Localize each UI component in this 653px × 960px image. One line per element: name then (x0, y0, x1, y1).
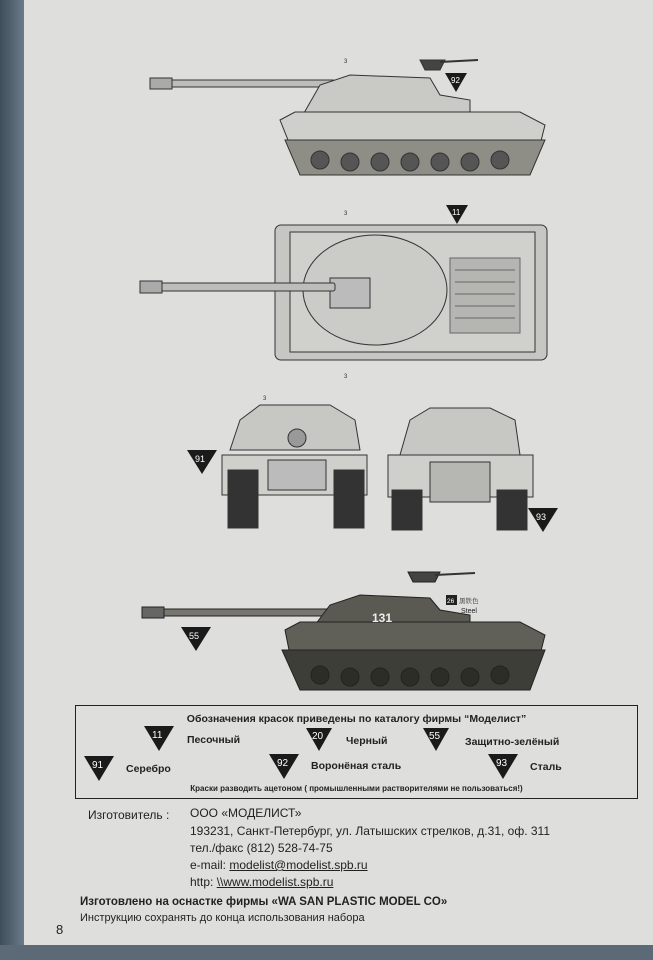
paint-code-91-badge (84, 756, 114, 782)
tank-top-view (140, 225, 547, 360)
svg-text:26: 26 (447, 598, 455, 605)
legend-note: Краски разводить ацетоном ( промышленными растворителями не пользоваться!) (190, 784, 523, 793)
svg-text:92: 92 (277, 758, 289, 769)
manufacturer-company: ООО «МОДЕЛИСТ» (190, 806, 302, 820)
paint-name-11: Песочный (187, 734, 241, 746)
paint-name-20: Черный (346, 735, 388, 747)
manufacturer-address: 193231, Санкт-Петербург, ул. Латышских стрелков, д.31, оф. 311 (190, 824, 550, 838)
legend-title: Обозначения красок приведены по каталогу фирмы “Моделист” (186, 713, 527, 725)
tank-side-view-light (150, 60, 545, 175)
url-link[interactable]: \\www.modelist.spb.ru (216, 875, 334, 889)
svg-text:3: 3 (344, 211, 348, 217)
svg-text:3: 3 (344, 374, 348, 380)
svg-text:Steel: Steel (461, 608, 477, 615)
callout-91 (187, 450, 217, 474)
paint-name-93: Сталь (530, 761, 562, 773)
keep-instructions-note: Инструкцию сохранять до конца использования набора (80, 912, 365, 924)
paint-code-55-badge (423, 728, 449, 752)
svg-text:3: 3 (263, 396, 267, 402)
url-prefix: http: (190, 875, 217, 889)
paint-code-11-badge (144, 726, 174, 752)
svg-text:11: 11 (452, 208, 461, 217)
email-prefix: e-mail: (190, 858, 230, 872)
svg-text:92: 92 (451, 76, 460, 85)
callout-92 (445, 73, 467, 92)
svg-text:93: 93 (536, 512, 547, 522)
manufacturer-phone: тел./факс (812) 528-74-75 (190, 841, 333, 855)
callout-93 (528, 508, 558, 532)
svg-text:11: 11 (152, 730, 163, 741)
tank-rear-view (388, 408, 533, 530)
svg-text:20: 20 (312, 731, 324, 742)
paint-legend (75, 705, 638, 799)
page-number: 8 (56, 922, 64, 937)
background-edge (0, 945, 653, 960)
callout-11 (446, 205, 468, 224)
turret-number: 131 (372, 611, 393, 625)
tooling-note: Изготовлено на оснастке фирмы «WA SAN PLASTIC MODEL CO» (80, 896, 448, 908)
svg-text:93: 93 (496, 758, 508, 769)
svg-text:55: 55 (429, 731, 441, 742)
paint-code-92-badge (269, 754, 299, 780)
svg-text:91: 91 (195, 454, 206, 464)
callout-55 (181, 627, 211, 651)
svg-text:黑铁色: 黑铁色 (459, 597, 479, 605)
svg-text:3: 3 (344, 59, 348, 65)
paint-name-91: Серебро (126, 763, 171, 775)
email-link[interactable]: modelist@modelist.spb.ru (229, 858, 368, 872)
paint-code-20-badge (306, 728, 332, 752)
tank-front-view (222, 405, 367, 528)
manufacturer-email-line (190, 858, 368, 872)
svg-text:91: 91 (92, 760, 104, 771)
manufacturer-label: Изготовитель : (88, 808, 170, 822)
manufacturer-url-line (190, 875, 333, 889)
svg-text:55: 55 (189, 631, 200, 641)
paint-name-92: Ворoнёная сталь (311, 760, 402, 772)
paint-name-55: Защитно-зелёный (465, 736, 560, 748)
paint-code-93-badge (488, 754, 518, 780)
